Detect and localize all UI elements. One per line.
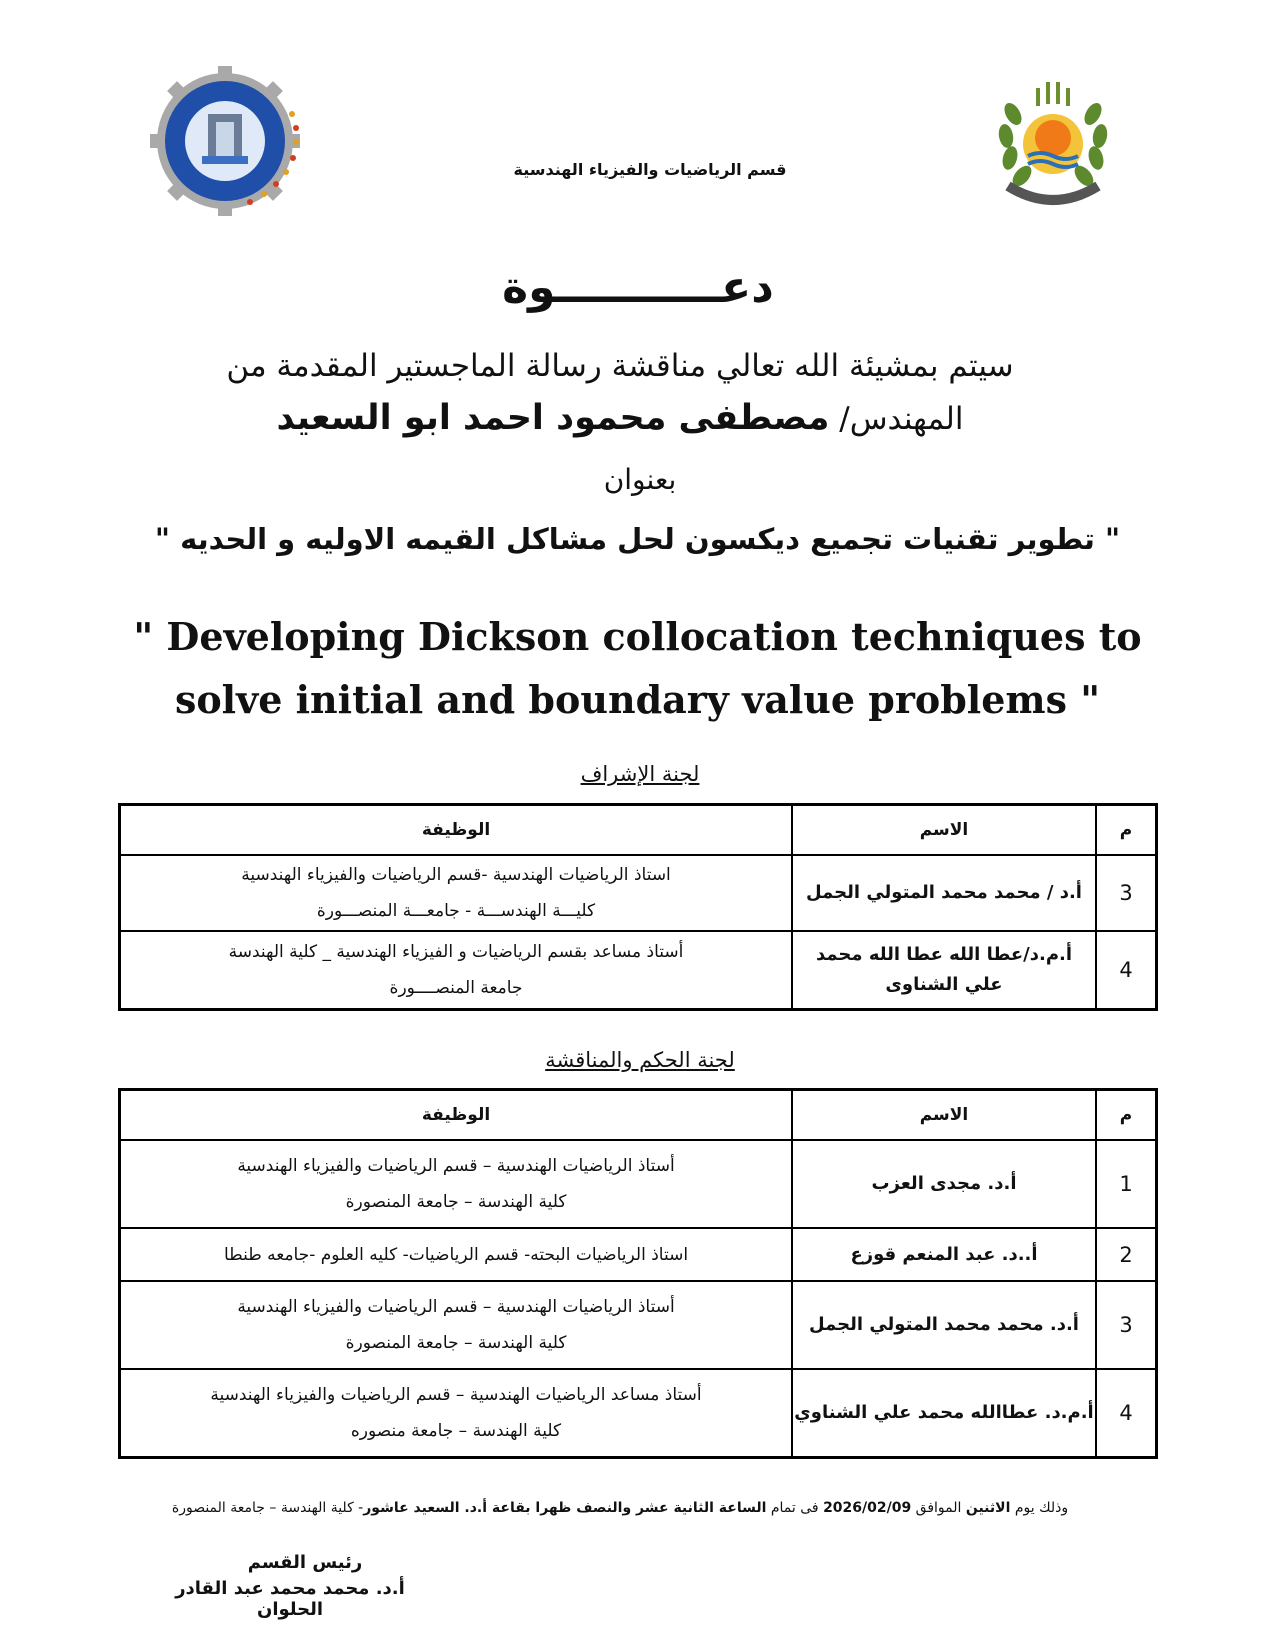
thesis-title-english-line1: " Developing Dickson collocation techniques to bbox=[133, 614, 1142, 659]
note-mid1: الموافق bbox=[911, 1500, 966, 1516]
table-row bbox=[120, 855, 1157, 931]
mansoura-university-logo bbox=[988, 74, 1118, 224]
job-line1: أستاذ الرياضيات الهندسية – قسم الرياضيات والفيزياء الهندسية bbox=[237, 1156, 675, 1176]
table-header-row bbox=[120, 805, 1157, 856]
member-name: أ.د. مجدى العزب bbox=[792, 1140, 1096, 1228]
engineer-line bbox=[270, 398, 970, 438]
note-suffix: - كلية الهندسة – جامعة المنصورة bbox=[171, 1500, 364, 1516]
header-job: الوظيفة bbox=[120, 1090, 793, 1141]
department-name: قسم الرياضيات والفيزياء الهندسية bbox=[513, 160, 787, 179]
table-row bbox=[120, 931, 1157, 1009]
faculty-of-engineering-logo bbox=[150, 66, 300, 216]
announcement-line: سيتم بمشيئة الله تعالي مناقشة رسالة الماجستير المقدمة من bbox=[226, 348, 1014, 384]
row-number: 3 bbox=[1096, 855, 1157, 931]
row-number: 3 bbox=[1096, 1281, 1157, 1369]
note-time-place: الساعة الثانية عشر والنصف ظهرا بقاعة أ.د. السعيد عاشور bbox=[363, 1500, 767, 1516]
engineer-name: مصطفى محمود احمد ابو السعيد bbox=[276, 398, 830, 438]
note-prefix: وذلك يوم bbox=[1010, 1500, 1069, 1516]
defense-schedule-note bbox=[120, 1500, 1120, 1516]
department-head-name: أ.د. محمد محمد عبد القادر الحلوان bbox=[175, 1578, 405, 1620]
row-number: 4 bbox=[1096, 1369, 1157, 1457]
member-name: أ..د. عبد المنعم قوزع bbox=[792, 1228, 1096, 1281]
header-name: الاسم bbox=[792, 805, 1096, 856]
table-header-row bbox=[120, 1090, 1157, 1141]
supervision-committee-table bbox=[118, 803, 1158, 1011]
row-number: 4 bbox=[1096, 931, 1157, 1009]
job-line2: كلية الهندسة – جامعة المنصورة bbox=[345, 1333, 567, 1353]
member-job bbox=[120, 1228, 793, 1281]
member-name: أ.د. محمد محمد المتولي الجمل bbox=[792, 1281, 1096, 1369]
row-number: 1 bbox=[1096, 1140, 1157, 1228]
table-row bbox=[120, 1281, 1157, 1369]
table-row bbox=[120, 1228, 1157, 1281]
engineer-prefix: المهندس/ bbox=[829, 401, 964, 437]
thesis-title-english-line2: solve initial and boundary value problems " bbox=[174, 677, 1101, 722]
header-number: م bbox=[1096, 1090, 1157, 1141]
member-job bbox=[120, 1369, 793, 1457]
job-line2: كلية الهندسة – جامعة المنصورة bbox=[345, 1192, 567, 1212]
job-line2: كليـــة الهندســـة - جامعـــة المنصـــورة bbox=[316, 901, 596, 921]
note-day: الاثنين bbox=[965, 1500, 1011, 1516]
note-mid2: فى تمام bbox=[766, 1500, 824, 1516]
titled-label: بعنوان bbox=[603, 463, 677, 496]
job-line1: أستاذ مساعد بقسم الرياضيات و الفيزياء الهندسية _ كلية الهندسة bbox=[228, 941, 684, 962]
member-job bbox=[120, 1140, 793, 1228]
table-row bbox=[120, 1140, 1157, 1228]
member-job bbox=[120, 931, 793, 1009]
member-name: أ.د / محمد محمد المتولي الجمل bbox=[792, 855, 1096, 931]
member-name: أ.م.د/عطا الله عطا الله محمد علي الشناوى bbox=[792, 931, 1096, 1009]
job-line2: كلية الهندسة – جامعة منصوره bbox=[350, 1420, 562, 1441]
job-line2: جامعة المنصــــورة bbox=[389, 977, 523, 998]
member-job bbox=[120, 1281, 793, 1369]
row-number: 2 bbox=[1096, 1228, 1157, 1281]
header-number: م bbox=[1096, 805, 1157, 856]
thesis-title-arabic: " تطوير تقنيات تجميع ديكسون لحل مشاكل القيمه الاوليه و الحديه " bbox=[154, 522, 1121, 556]
note-date: 2026/02/09 bbox=[823, 1500, 912, 1516]
table-row bbox=[120, 1369, 1157, 1457]
invitation-title: دعـــــــــــوة bbox=[502, 262, 774, 313]
header-name: الاسم bbox=[792, 1090, 1096, 1141]
judging-committee-table bbox=[118, 1088, 1158, 1459]
header-job: الوظيفة bbox=[120, 805, 793, 856]
job-line1: استاذ الرياضيات الهندسية -قسم الرياضيات والفيزياء الهندسية bbox=[241, 865, 671, 885]
job-line1: أستاذ مساعد الرياضيات الهندسية – قسم الرياضيات والفيزياء الهندسية bbox=[210, 1384, 702, 1405]
department-head-title: رئيس القسم bbox=[247, 1552, 363, 1573]
job-line1: أستاذ الرياضيات الهندسية – قسم الرياضيات والفيزياء الهندسية bbox=[237, 1297, 675, 1317]
job-line1: استاذ الرياضيات البحته- قسم الرياضيات- كليه العلوم -جامعه طنطا bbox=[223, 1244, 689, 1265]
supervision-committee-caption: لجنة الإشراف bbox=[580, 762, 700, 786]
judging-committee-caption: لجنة الحكم والمناقشة bbox=[545, 1048, 735, 1072]
member-name: أ.م.د. عطاالله محمد علي الشناوي bbox=[792, 1369, 1096, 1457]
member-job bbox=[120, 855, 793, 931]
thesis-title-english bbox=[120, 605, 1155, 731]
